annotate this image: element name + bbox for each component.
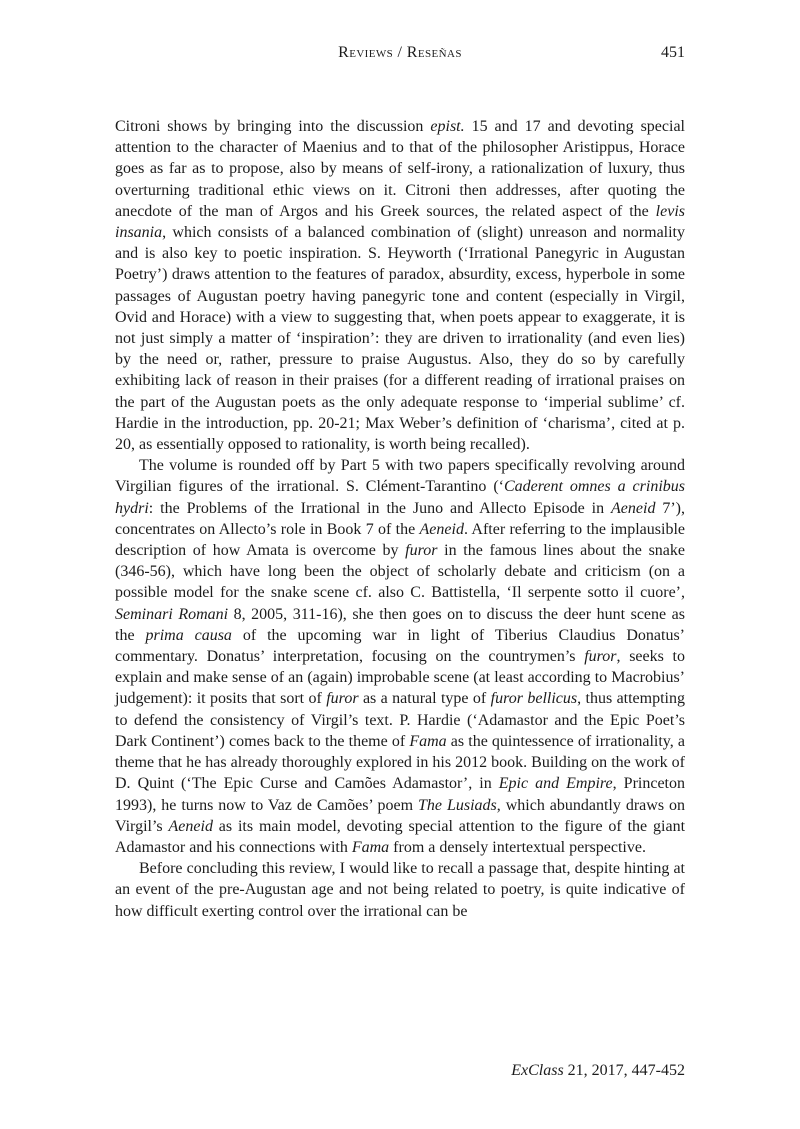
page-footer: [511, 1062, 685, 1080]
paragraph-2: The volume is rounded off by Part 5 with two papers specifically revolving around Virgilian figures of the irrational. S. Clément-Tarantino (‘Caderent omnes a crinibus hydri: the Problems of the Irrational in the Juno and Allecto Episode in Aeneid 7’), concentrates on Allecto’s role in Book 7 of the Aeneid. After referring to the implausible description of how Amata is overcome by furor in the famous lines about the snake (346-56), which have long been the object of scholarly debate and criticism (on a possible model for the snake scene cf. also C. Battistella, ‘Il serpente sotto il cuore’, Seminari Romani 8, 2005, 311-16), she then goes on to discuss the deer hunt scene as the prima causa of the upcoming war in light of Tiberius Claudius Donatus’ commentary. Donatus’ interpretation, focusing on the countrymen’s furor, seeks to explain and make sense of an (again) improbable scene (at least according to Macrobius’ judgement): it posits that sort of furor as a natural type of furor bellicus, thus attempting to defend the consistency of Virgil’s text. P. Hardie (‘Adamastor and the Epic Poet’s Dark Continent’) comes back to the theme of Fama as the quintessence of irrationality, a theme that he has already thoroughly explored in his 2012 book. Building on the work of D. Quint (‘The Epic Curse and Camões Adamastor’, in Epic and Empire, Princeton 1993), he turns now to Vaz de Camões’ poem The Lusiads, which abundantly draws on Virgil’s Aeneid as its main model, devoting special attention to the figure of the giant Adamastor and his connections with Fama from a densely intertextual perspective.: [115, 457, 686, 856]
review-body: [115, 116, 685, 922]
running-title: Reviews / Reseñas: [338, 44, 462, 61]
paragraph-1: Citroni shows by bringing into the discussion epist. 15 and 17 and devoting special attention to the character of Maenius and to that of the philosopher Aristippus, Horace goes as far as to propose, also by means of self-irony, a rationalization of luxury, thus overturning traditional ethic views on it. Citroni then addresses, after quoting the anecdote of the man of Argos and his Greek sources, the related aspect of the levis insania, which consists of a balanced combination of (slight) unreason and normality and is also key to poetic inspiration. S. Heyworth (‘Irrational Panegyric in Augustan Poetry’) draws attention to the features of paradox, absurdity, excess, hyperbole in some passages of Augustan poetry having panegyric tone and content (especially in Virgil, Ovid and Horace) with a view to suggesting that, when poets appear to exaggerate, it is not just simply a matter of ‘inspiration’: they are driven to irrationality (and even lies) by the need or, rather, pressure to praise Augustus. Also, they do so by carefully exhibiting lack of reason in their praises (for a different reading of irrational praises on the part of the Augustan poets as the only adequate response to ‘imperial sublime’ cf. Hardie in the introduction, pp. 20-21; Max Weber’s definition of ‘charisma’, cited at p. 20, as essentially opposed to rationality, is worth being recalled).: [115, 118, 686, 454]
journal-citation: ExClass 21, 2017, 447-452: [511, 1062, 685, 1079]
paragraph-3: Before concluding this review, I would like to recall a passage that, despite hinting at an event of the pre-Augustan age and not being related to poetry, is quite indicative of how difficult exerting control over the irrational can be: [115, 860, 685, 920]
page-number: 451: [661, 44, 685, 61]
page-header: [115, 44, 685, 66]
